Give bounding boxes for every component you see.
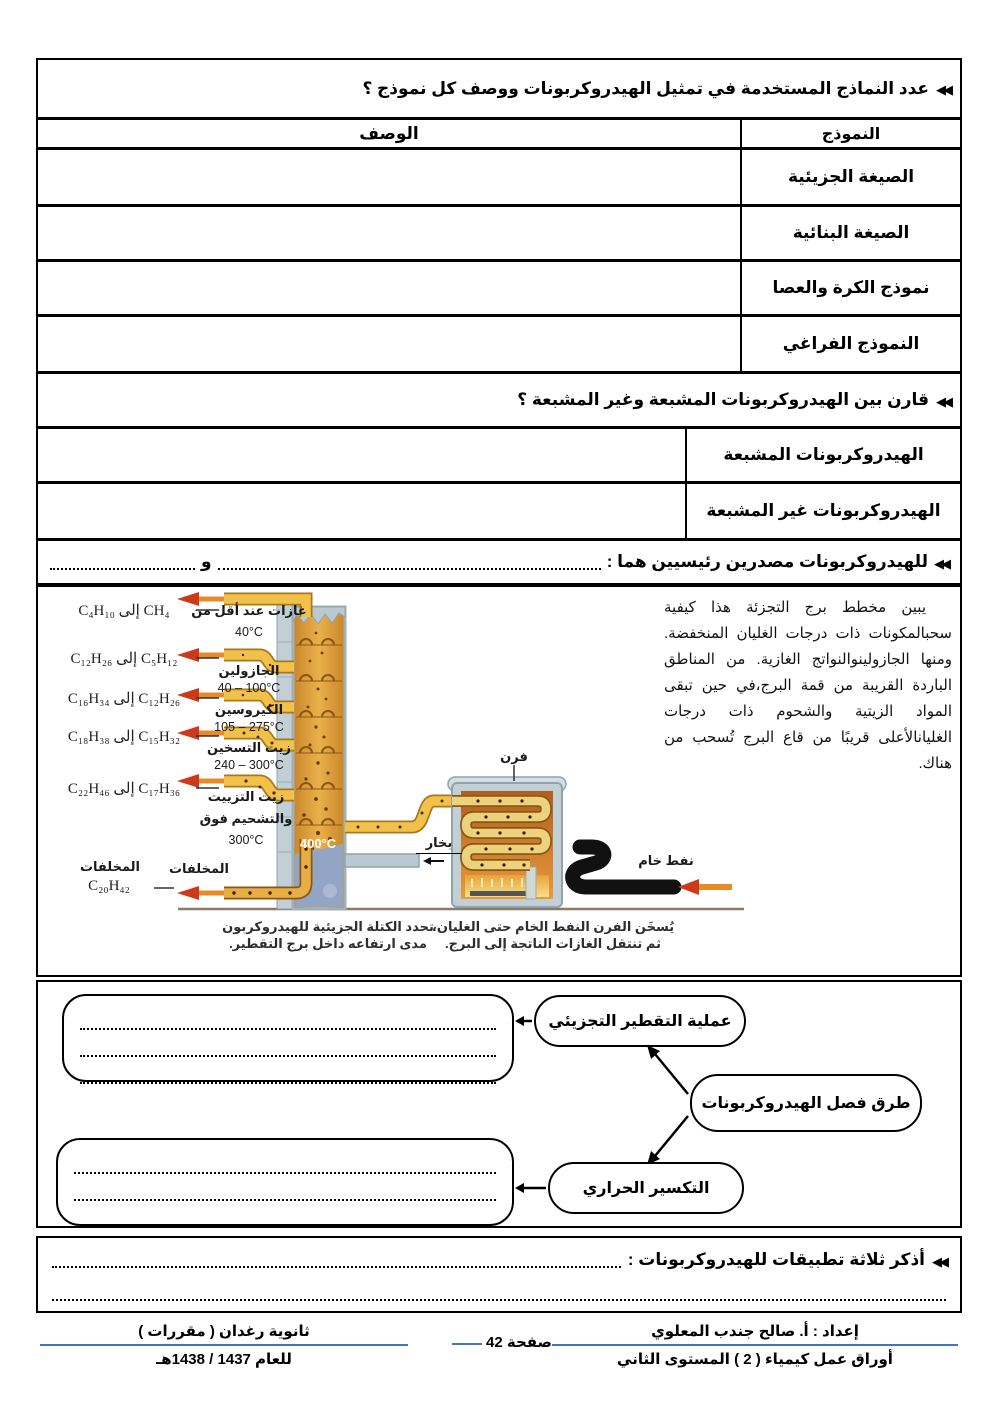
fraction-temp-lube-oil: 300°C	[228, 833, 264, 847]
answer-cell-structural[interactable]	[38, 207, 740, 259]
question-models-text: عدد النماذج المستخدمة في تمثيل الهيدروكربونات ووصف كل نموذج ؟	[362, 78, 929, 98]
answer-line[interactable]	[80, 1043, 496, 1057]
table-row	[38, 147, 960, 204]
answer-cell-saturated[interactable]	[38, 429, 685, 481]
fraction-temp-kerosene: 105 – 275°C	[214, 720, 284, 734]
table-row	[38, 481, 960, 538]
sources-blank-1[interactable]	[218, 555, 601, 570]
fraction-formula-gasoline: C₅H₁₂ إلى C₁₂H₂₆	[70, 651, 178, 667]
footer-divider-stub	[452, 1343, 482, 1345]
answer-cell-ball-stick[interactable]	[38, 262, 740, 314]
separation-methods-flowchart	[36, 980, 962, 1228]
double-arrow-icon: ◀◀	[936, 393, 950, 409]
tower-caption-line1: تحدد الكتلة الجزيئية للهيدروكربون	[222, 919, 434, 934]
fraction-name-gases: غازات عند أقل من	[191, 603, 307, 618]
applications-blank-2[interactable]	[52, 1286, 946, 1301]
answer-cell-unsaturated[interactable]	[38, 484, 685, 538]
residues-pipe-label: المخلفات	[168, 861, 230, 876]
sources-and: و	[201, 552, 212, 571]
applications-question-box	[36, 1236, 962, 1313]
fraction-temp-gases: 40°C	[235, 625, 263, 639]
steam-label: بخار	[416, 835, 462, 854]
crude-oil-label: نفط خام	[638, 853, 694, 868]
fraction-temp-gasoline: 40 – 100°C	[217, 681, 281, 695]
answer-box-distillation[interactable]	[62, 994, 514, 1082]
applications-blank-1[interactable]	[52, 1253, 621, 1268]
answer-line[interactable]	[74, 1187, 496, 1201]
answer-line[interactable]	[80, 1070, 496, 1084]
table-row	[38, 259, 960, 314]
applications-question-text: أذكر ثلاثة تطبيقات للهيدروكربونات :	[627, 1250, 925, 1269]
residues-column-label: المخلفات	[79, 859, 141, 874]
sources-blank-2[interactable]	[50, 555, 195, 570]
fraction-name-kerosene: الكيروسين	[214, 702, 284, 717]
answer-cell-space-filling[interactable]	[38, 317, 740, 371]
node-thermal-cracking: التكسير الحراري	[548, 1162, 744, 1214]
answer-cell-molecular[interactable]	[38, 150, 740, 204]
tower-caption-line2: مدى ارتفاعه داخل برج التقطير.	[229, 935, 427, 951]
question-compare	[38, 371, 960, 426]
question-models	[38, 60, 960, 117]
model-label-ball-stick: نموذج الكرة والعصا	[740, 262, 960, 314]
model-label-space-filling: النموذج الفراغي	[740, 317, 960, 371]
sources-label: للهيدروكربونات مصدرين رئيسيين هما :	[606, 552, 928, 571]
header-model: النموذج	[740, 120, 960, 147]
fraction-formula-lube-oil: C₁₇H₃₆ إلى C₂₂H₄₆	[67, 781, 181, 797]
applications-question	[52, 1250, 946, 1270]
header-desc: الوصف	[359, 123, 419, 143]
furnace-caption-line2: ثم تنتقل الغازات الناتجة إلى البرج.	[444, 935, 661, 951]
question-compare-text: قارن بين الهيدروكربونات المشبعة وغير المشبعة ؟	[517, 390, 929, 409]
tower-caption	[186, 919, 470, 953]
double-arrow-icon: ◀◀	[932, 1253, 946, 1269]
distillation-diagram	[36, 585, 962, 977]
fraction-formula-heating-oil: C₁₅H₃₂ إلى C₁₈H₃₈	[67, 729, 181, 745]
fraction-formula-gases: CH₄ إلى C₄H₁₀	[78, 603, 170, 619]
models-compare-table	[36, 58, 962, 585]
table-header-row	[38, 117, 960, 147]
table-row	[38, 314, 960, 371]
diagram-paragraph: يبين مخطط برج التجزئة هذا كيفية سحبالمكونات ذات درجات الغليان المنخفضة. ومنها الجازولينوالنواتج الغازية. من المناطق الباردة القريبة من قمة البرج،في حين تبقى المواد الزيتية والشحوم ذات درجات الغليانالأعلى قريبًا من قاع البرج تُسحب من هناك.	[664, 599, 952, 772]
footer-school: ثانوية رغدان ( مقررات )	[40, 1322, 408, 1346]
model-label-molecular: الصيغة الجزيئية	[740, 150, 960, 204]
answer-line[interactable]	[74, 1214, 496, 1228]
node-separation-methods: طرق فصل الهيدروكربونات	[690, 1074, 922, 1132]
compare-label-saturated: الهيدروكربونات المشبعة	[685, 429, 960, 481]
furnace-caption-line1: يُسخَن الفرن النفط الخام حتى الغليان،	[431, 919, 675, 934]
double-arrow-icon: ◀◀	[934, 555, 948, 571]
node-fractional-distillation: عملية التقطير التجزيئي	[534, 995, 746, 1047]
fraction-name-heating-oil: زيت التسخين	[207, 740, 291, 755]
furnace-caption	[430, 919, 676, 953]
fraction-temp-heating-oil: 240 – 300°C	[214, 758, 284, 772]
double-arrow-icon: ◀◀	[936, 82, 950, 97]
model-label-structural: الصيغة البنائية	[740, 207, 960, 259]
furnace-label: فرن	[500, 749, 528, 764]
compare-label-unsaturated: الهيدروكربونات غير المشبعة	[685, 484, 960, 538]
answer-line[interactable]	[80, 1016, 496, 1030]
footer-worksheet-title: أوراق عمل كيمياء ( 2 ) المستوى الثاني	[617, 1351, 893, 1368]
table-row	[38, 204, 960, 259]
footer-year: للعام 1437 / 1438هـ	[156, 1351, 292, 1368]
answer-line[interactable]	[74, 1160, 496, 1174]
fraction-name-lube-oil: زيت التزييت	[207, 789, 285, 804]
tower-temperature: 400°C	[299, 836, 337, 851]
footer-prepared-by: إعداد : أ. صالح جندب المعلوي	[552, 1322, 958, 1346]
fraction-formula-kerosene: C₁₂H₂₆ إلى C₁₆H₃₄	[67, 691, 181, 707]
fraction-name-gasoline: الجازولين	[218, 663, 280, 678]
residues-formula: C₂₀H₄₂	[88, 878, 130, 894]
footer-left-block	[40, 1322, 408, 1368]
footer-page-number: صفحة 42	[486, 1334, 553, 1351]
question-sources	[38, 538, 960, 583]
fraction-name2-lube-oil: والتشحيم فوق	[199, 811, 293, 826]
answer-box-cracking[interactable]	[56, 1138, 514, 1226]
footer-right-block	[552, 1322, 958, 1368]
table-row	[38, 426, 960, 481]
